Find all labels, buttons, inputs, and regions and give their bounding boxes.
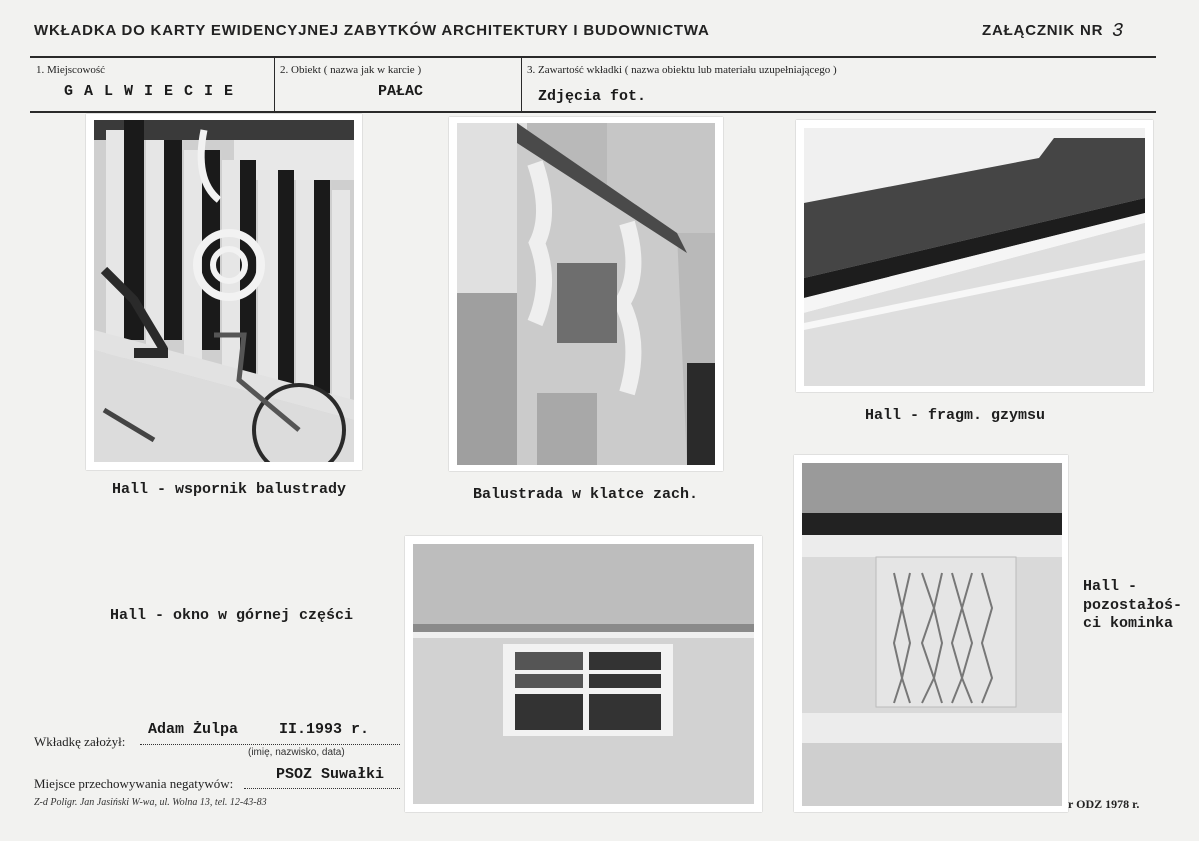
object-value: PAŁAC bbox=[378, 83, 424, 100]
attachment-label: ZAŁĄCZNIK NR bbox=[982, 22, 1104, 39]
storage-label: Miejsce przechowywania negatywów: bbox=[34, 776, 234, 791]
founder-value: Adam Żulpa bbox=[148, 721, 239, 738]
storage-value: PSOZ Suwałki bbox=[276, 766, 385, 783]
locality-value: G A L W I E C I E bbox=[64, 83, 235, 100]
photo-fireplace-remains bbox=[794, 455, 1068, 812]
photo-upper-window bbox=[405, 536, 762, 812]
caption-photo4: Hall - okno w górnej części bbox=[110, 607, 354, 624]
caption-photo5-line2: pozostałoś- bbox=[1083, 597, 1183, 614]
object-label: 2. Obiekt ( nazwa jak w karcie ) bbox=[280, 64, 422, 76]
field-divider-1 bbox=[274, 58, 275, 111]
contents-label: 3. Zawartość wkładki ( nazwa obiektu lub materiału uzupełniającego ) bbox=[527, 64, 837, 76]
contents-value: Zdjęcia fot. bbox=[538, 88, 647, 105]
bottom-rule bbox=[30, 111, 1156, 113]
caption-photo2: Balustrada w klatce zach. bbox=[473, 486, 699, 503]
date-value: II.1993 r. bbox=[279, 721, 370, 738]
founder-hint: (imię, nazwisko, data) bbox=[248, 747, 345, 758]
caption-photo1: Hall - wspornik balustrady bbox=[112, 481, 347, 498]
photo-staircase-balustrade bbox=[449, 117, 723, 471]
locality-label: 1. Miejscowość bbox=[36, 64, 106, 76]
document-title: WKŁADKA DO KARTY EWIDENCYJNEJ ZABYTKÓW ARCHITEKTURY I BUDOWNICTWA bbox=[34, 22, 710, 39]
printer-imprint: Z-d Poligr. Jan Jasiński W-wa, ul. Wolna 13, tel. 12-43-83 bbox=[34, 797, 267, 808]
photo-balustrade-support bbox=[86, 114, 362, 470]
odz-year: r ODZ 1978 r. bbox=[1068, 797, 1140, 811]
founder-label: Wkładkę założył: bbox=[34, 734, 126, 749]
caption-photo5-line1: Hall - bbox=[1083, 578, 1138, 595]
attachment-number: 3 bbox=[1112, 20, 1124, 42]
field-divider-2 bbox=[521, 58, 522, 111]
top-rule bbox=[30, 56, 1156, 58]
caption-photo3: Hall - fragm. gzymsu bbox=[865, 407, 1046, 424]
photo-cornice-fragment bbox=[796, 120, 1153, 392]
caption-photo5-line3: ci kominka bbox=[1083, 615, 1174, 632]
